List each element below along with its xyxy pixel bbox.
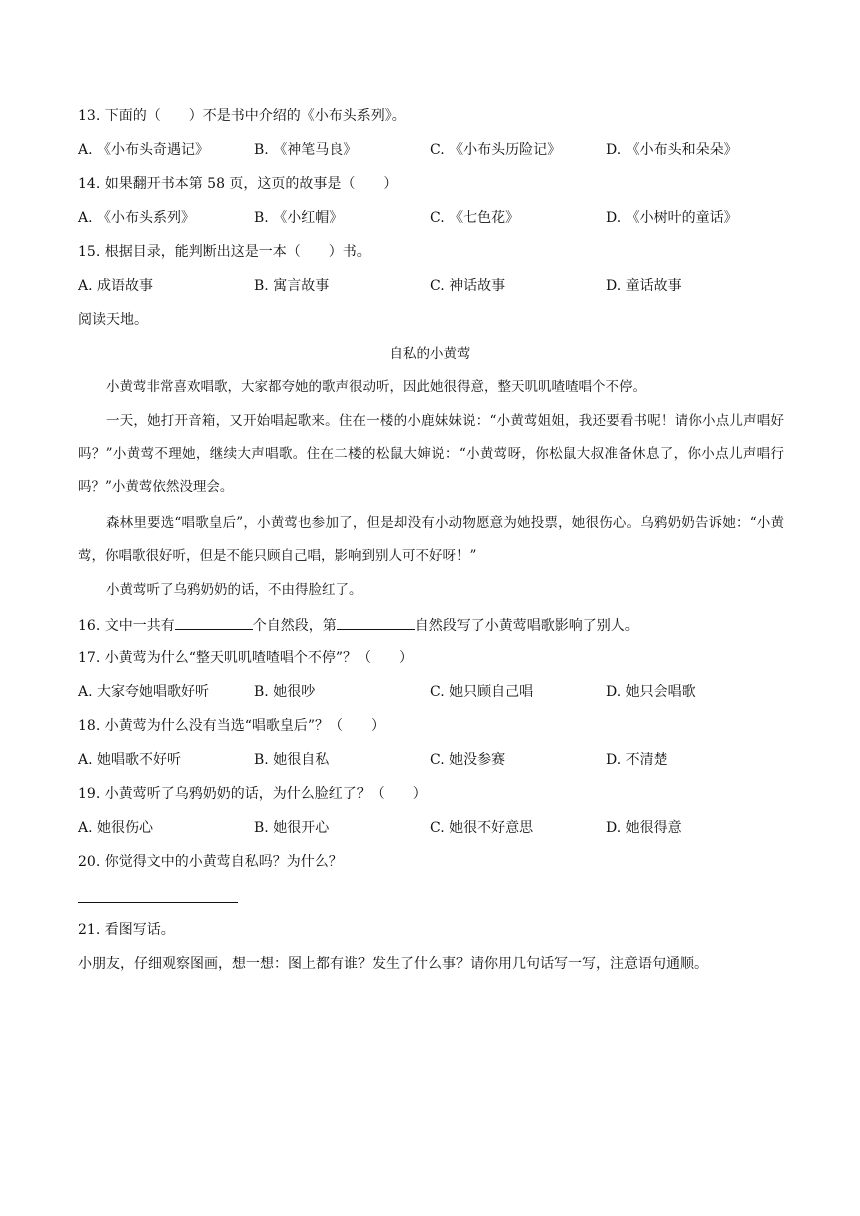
question-19-option-b[interactable]: B. 她很开心 — [254, 820, 330, 836]
passage-paragraph-3: 森林里要选“唱歌皇后”，小黄莺也参加了，但是却没有小动物愿意为她投票，她很伤心。乌鸦奶奶告诉她：“小黄莺，你唱歌很好听，但是不能只顾自己唱，影响到别人可不好呀！” — [78, 515, 784, 564]
question-13-stem: 13. 下面的（ ）不是书中介绍的《小布头系列》。 — [78, 108, 406, 124]
question-19-option-c[interactable]: C. 她很不好意思 — [430, 820, 534, 836]
question-17-option-c[interactable]: C. 她只顾自己唱 — [430, 684, 534, 700]
question-13-option-d[interactable]: D. 《小布头和朵朵》 — [606, 142, 738, 158]
question-15-option-a[interactable]: A. 成语故事 — [78, 278, 154, 294]
question-16 — [78, 615, 639, 636]
question-14-option-d[interactable]: D. 《小树叶的童话》 — [606, 210, 738, 226]
question-16-blank-2[interactable] — [337, 615, 415, 630]
question-13-option-b[interactable]: B. 《神笔马良》 — [254, 142, 358, 158]
question-16-part-3: 自然段写了小黄莺唱歌影响了别人。 — [414, 618, 639, 634]
question-18-option-a[interactable]: A. 她唱歌不好听 — [78, 752, 182, 768]
question-13-option-a[interactable]: A. 《小布头奇遇记》 — [78, 142, 210, 158]
passage-title: 自私的小黄莺 — [389, 346, 471, 362]
question-13-option-c[interactable]: C. 《小布头历险记》 — [430, 142, 562, 158]
question-21-stem: 21. 看图写话。 — [78, 922, 175, 938]
question-17-option-d[interactable]: D. 她只会唱歌 — [606, 684, 696, 700]
question-20-stem: 20. 你觉得文中的小黄莺自私吗？为什么？ — [78, 854, 343, 870]
question-21-instruction: 小朋友，仔细观察图画，想一想：图上都有谁？发生了什么事？请你用几句话写一写，注意语句通顺。 — [78, 956, 708, 972]
question-14-stem: 14. 如果翻开书本第 58 页，这页的故事是（ ） — [78, 176, 398, 192]
question-18-stem: 18. 小黄莺为什么没有当选“唱歌皇后”？（ ） — [78, 718, 386, 734]
question-14-option-c[interactable]: C. 《七色花》 — [430, 210, 520, 226]
question-17-stem: 17. 小黄莺为什么“整天叽叽喳喳唱个不停”？（ ） — [78, 650, 414, 666]
question-19-option-d[interactable]: D. 她很得意 — [606, 820, 682, 836]
question-18-option-b[interactable]: B. 她很自私 — [254, 752, 330, 768]
question-18-option-c[interactable]: C. 她没参赛 — [430, 752, 506, 768]
question-16-part-1: 16. 文中一共有 — [78, 618, 175, 634]
question-18-option-d[interactable]: D. 不清楚 — [606, 752, 668, 768]
passage-paragraph-2: 一天，她打开音箱，又开始唱起歌来。住在一楼的小鹿妹妹说：“小黄莺姐姐，我还要看书呢！请你小点儿声唱好吗？”小黄莺不理她，继续大声唱歌。住在二楼的松鼠大婶说：“小黄莺呀，你松鼠大叔准备休息了，你小点儿声唱行吗？”小黄莺依然没理会。 — [78, 413, 784, 495]
question-15-option-d[interactable]: D. 童话故事 — [606, 278, 682, 294]
question-17-option-a[interactable]: A. 大家夸她唱歌好听 — [78, 684, 210, 700]
question-19-option-a[interactable]: A. 她很伤心 — [78, 820, 154, 836]
question-14-option-a[interactable]: A. 《小布头系列》 — [78, 210, 196, 226]
question-19-stem: 19. 小黄莺听了乌鸦奶奶的话，为什么脸红了？（ ） — [78, 786, 427, 802]
question-15-option-c[interactable]: C. 神话故事 — [430, 278, 506, 294]
question-15-stem: 15. 根据目录，能判断出这是一本（ ）书。 — [78, 244, 371, 260]
passage-paragraph-1: 小黄莺非常喜欢唱歌，大家都夸她的歌声很动听，因此她很得意，整天叽叽喳喳唱个不停。 — [106, 379, 646, 395]
question-15-option-b[interactable]: B. 寓言故事 — [254, 278, 330, 294]
question-17-option-b[interactable]: B. 她很吵 — [254, 684, 316, 700]
question-16-blank-1[interactable] — [175, 615, 253, 630]
question-14-option-b[interactable]: B. 《小红帽》 — [254, 210, 344, 226]
section-heading: 阅读天地。 — [78, 312, 148, 328]
question-16-part-2: 个自然段，第 — [252, 618, 337, 634]
question-20-answer-line[interactable] — [78, 902, 238, 903]
passage-paragraph-4: 小黄莺听了乌鸦奶奶的话，不由得脸红了。 — [106, 582, 363, 598]
